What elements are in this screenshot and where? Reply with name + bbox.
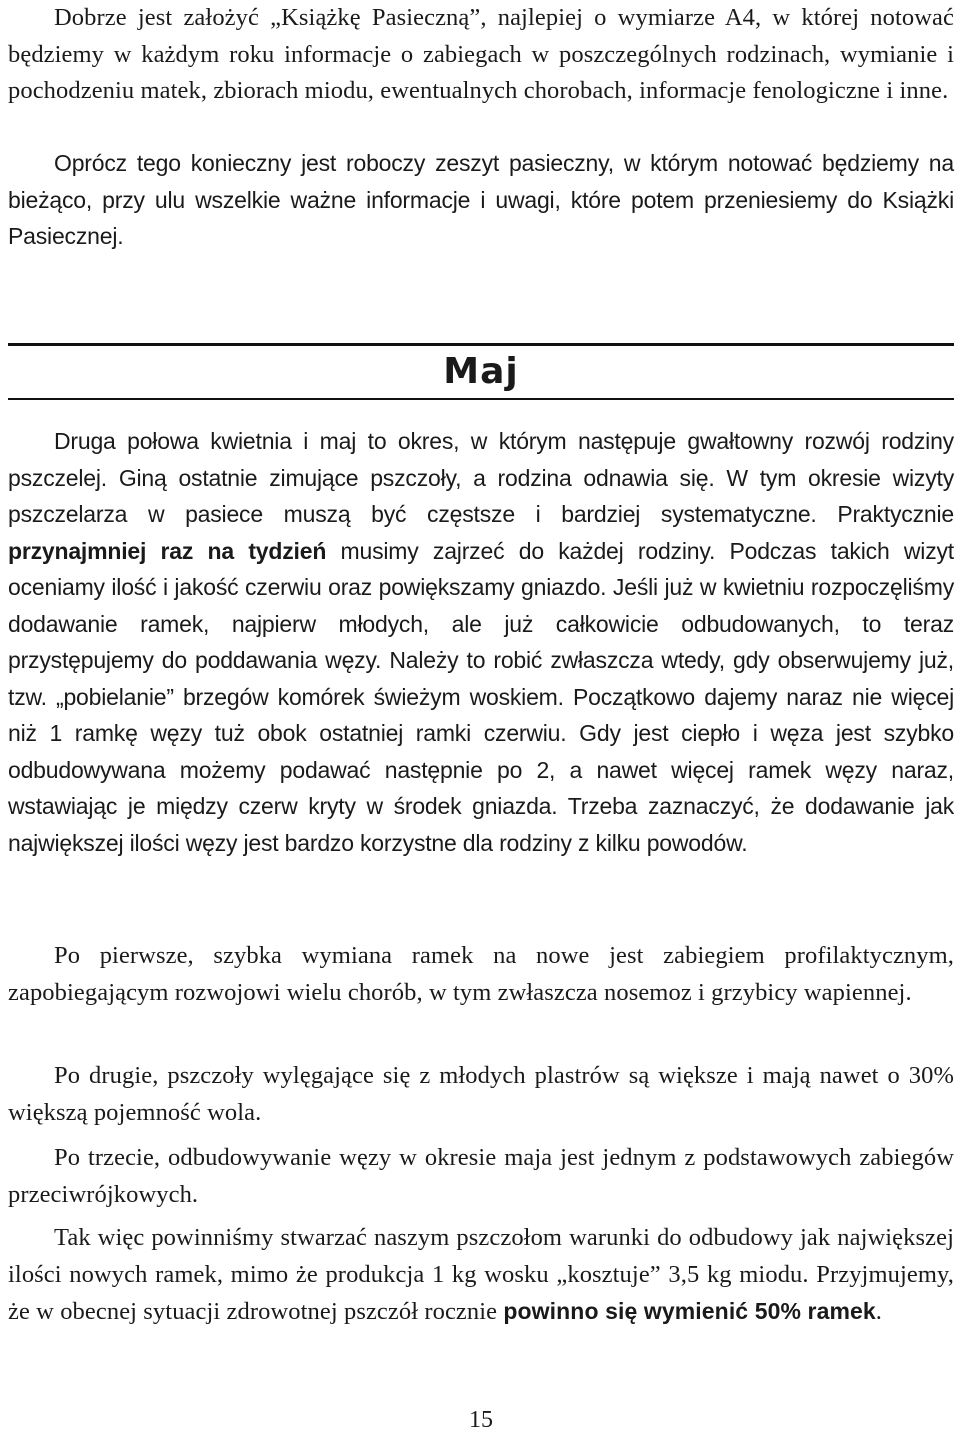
paragraph-text: Druga połowa kwietnia i maj to okres, w którym następuje gwałtowny rozwój rodziny pszczelej. Giną ostatnie zimujące pszczoły, a rodzina odnawia się. W tym okresie wizyty pszczelarza w pasiece muszą być częstsze i bardziej systematyczne. Praktycznie [8,428,954,527]
paragraph-text: musimy zajrzeć do każdej rodziny. Podczas takich wizyt oceniamy ilość i jakość czerwiu oraz powiększamy gniazdo. Jeśli już w kwietniu rozpoczęliśmy dodawanie ramek, najpierw młodych, ale już całkowicie odbudowanych, to teraz przystępujemy do poddawania węzy. Należy to robić zwłaszcza wtedy, gdy obserwujemy już, tzw. „pobielanie” brzegów komórek świeżym woskiem. Początkowo dajemy naraz nie więcej niż 1 ramkę węzy tuż obok ostatniej ramki czerwiu. Gdy jest ciepło i węza jest szybko odbudowywana możemy podawać następnie po 2, a nawet więcej ramek węzy naraz, wstawiając je między czerw kryty w środek gniazda. Trzeba zaznaczyć, że dodawanie jak największej ilości węzy jest bardzo korzystne dla rodziny z kilku powodów. [8,537,955,856]
section-paragraph-2: Po pierwsze, szybka wymiana ramek na nowe jest zabiegiem profilaktycznym, zapobiegającym rozwojowi wielu chorób, w tym zwłaszcza nosemoz i grzybicy wapiennej. [8,942,954,1006]
heading-rule-bottom [8,398,954,400]
page-number: 15 [469,1407,493,1433]
section-heading: Maj [443,351,519,392]
section-paragraph-3: Po drugie, pszczoły wylęgające się z młodych plastrów są większe i mają nawet o 30% większą pojemność wola. [8,1062,954,1126]
section-paragraph-1 [8,423,954,861]
emphasis-text: przynajmniej raz na tydzień [8,537,327,564]
emphasis-text: powinno się wymienić 50% ramek [503,1298,876,1324]
intro-paragraph-2: Oprócz tego konieczny jest roboczy zeszyt pasieczny, w którym notować będziemy na bieżąco, przy ulu wszelkie ważne informacje i uwagi, które potem przeniesiemy do Książki Pasiecznej. [8,150,954,249]
intro-paragraph-1: Dobrze jest założyć „Książkę Pasieczną”, najlepiej o wymiarze A4, w której notować będziemy w każdym roku informacje o zabiegach w poszczególnych rodzinach, wymianie i pochodzeniu matek, zbiorach miodu, ewentualnych chorobach, informacje fenologiczne i inne. [8,4,954,104]
section-paragraph-5 [8,1220,954,1331]
paragraph-text: . [875,1298,883,1325]
section-paragraph-4: Po trzecie, odbudowywanie węzy w okresie maja jest jednym z podstawowych zabiegów przeciwrójkowych. [8,1144,954,1208]
paragraph-text: Tak więc powinniśmy stwarzać naszym pszczołom warunki do odbudowy jak największej ilości nowych ramek, mimo że produkcja 1 kg wosku „kosztuje” 3,5 kg miodu. Przyjmujemy, że w obecnej sytuacji zdrowotnej pszczół rocznie [8,1224,954,1325]
